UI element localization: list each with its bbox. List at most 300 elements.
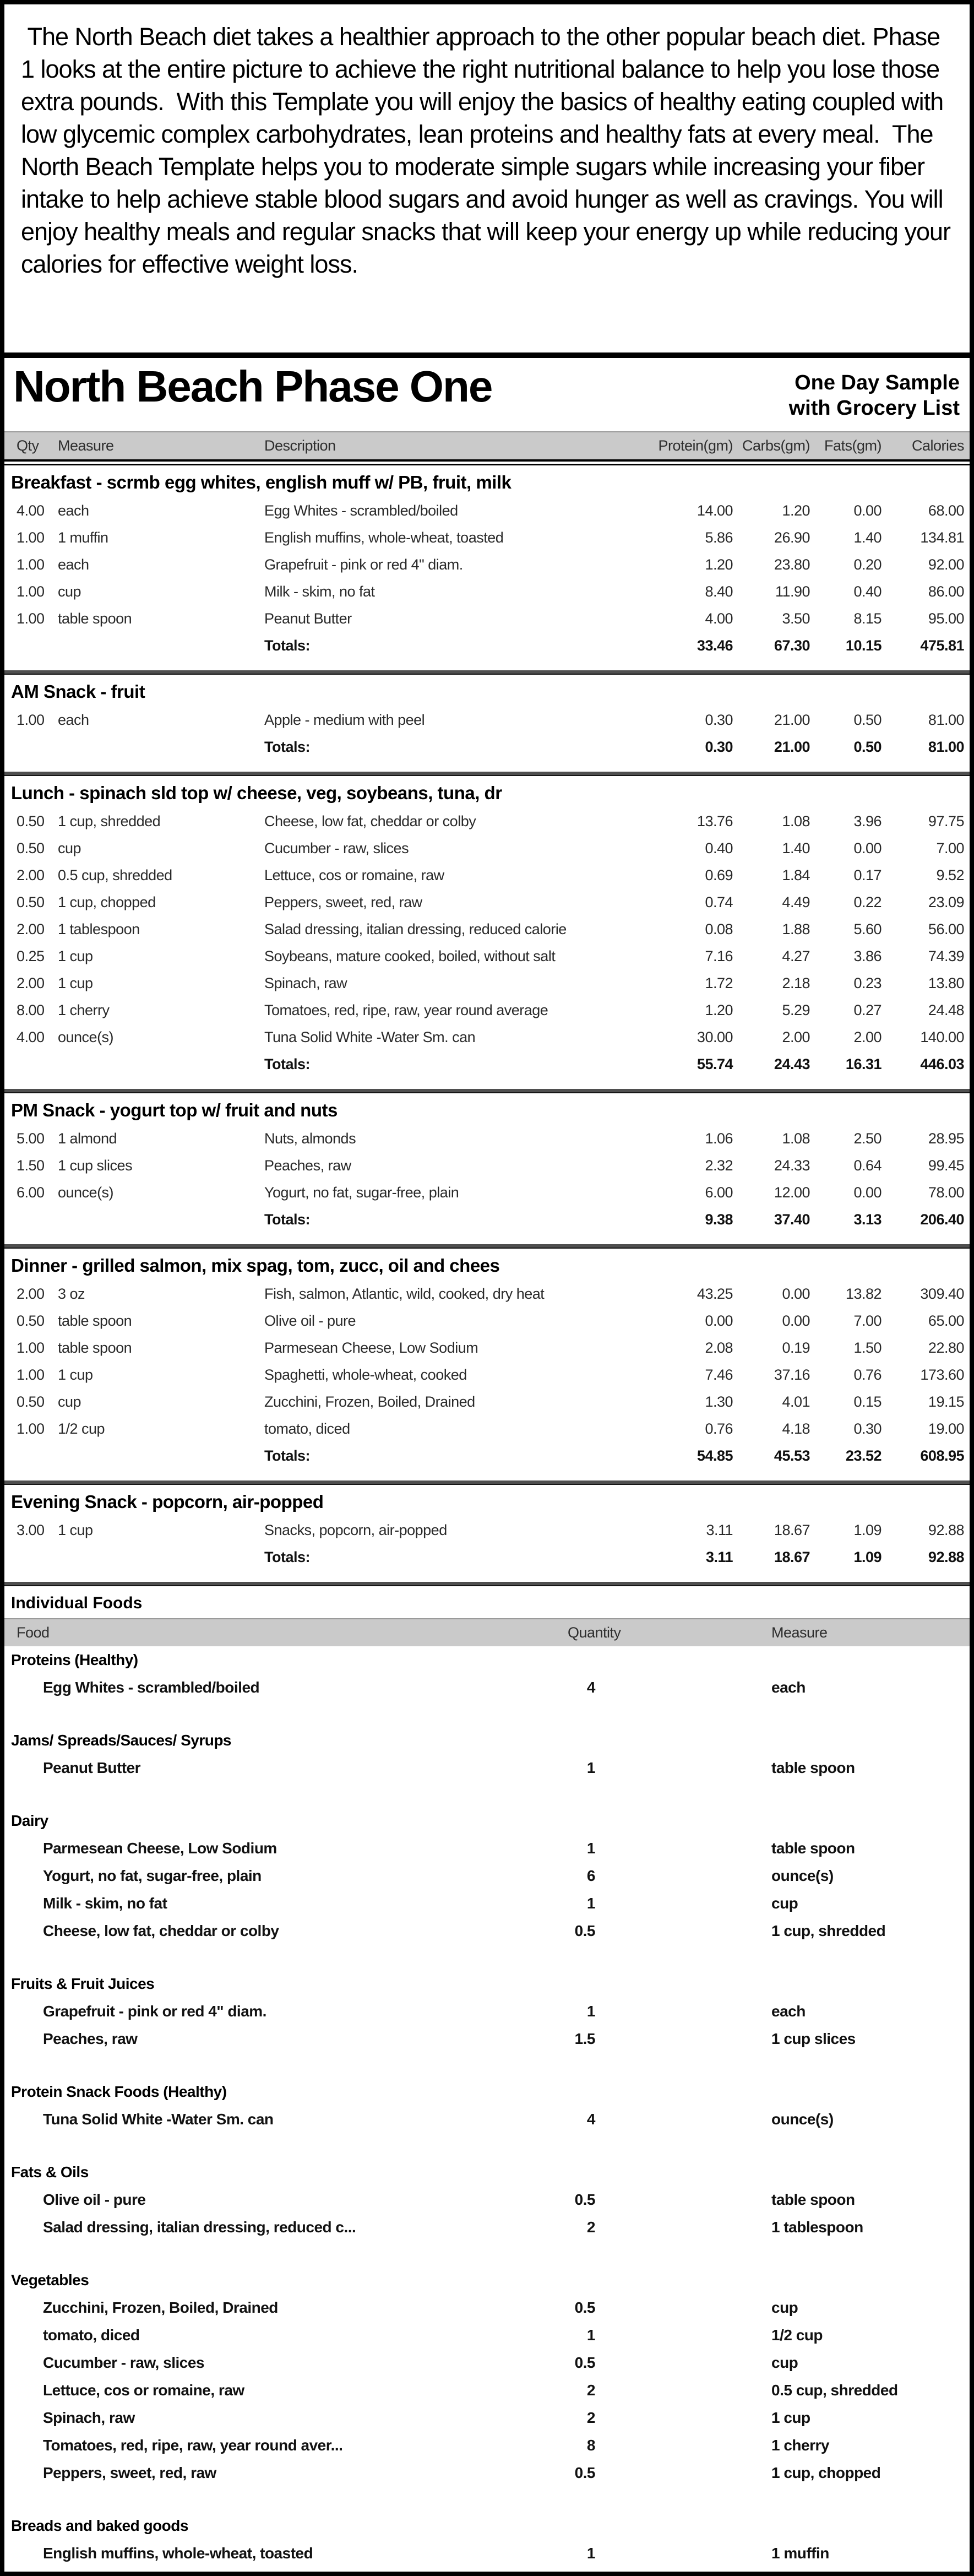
protein-cell: 0.40: [705, 839, 733, 856]
carbs-cell: 4.01: [782, 1393, 810, 1410]
carbs-cell: 26.90: [774, 529, 810, 546]
food-cell: Salad dressing, italian dressing, reduced c...: [43, 2218, 356, 2236]
fats-cell: 3.86: [853, 947, 882, 964]
fats-cell: 1.40: [853, 529, 882, 546]
description-cell: English muffins, whole-wheat, toasted: [264, 529, 504, 546]
measure-cell: cup: [771, 2353, 798, 2371]
qty-cell: 4.00: [17, 1028, 45, 1045]
section-separator: [4, 1089, 970, 1093]
grocery-item-row: [4, 2459, 970, 2487]
protein-cell: 2.08: [705, 1339, 733, 1356]
protein-cell: 1.30: [705, 1393, 733, 1410]
grocery-group: [4, 2266, 970, 2487]
title-row: [4, 358, 970, 431]
protein-cell: 5.86: [705, 529, 733, 546]
meal-row: [4, 997, 970, 1024]
protein-cell: 1.72: [705, 974, 733, 991]
meal-row: [4, 889, 970, 916]
measure-cell: 1 cup, shredded: [58, 812, 161, 829]
description-cell: Tomatoes, red, ripe, raw, year round average: [264, 1001, 548, 1018]
measure-cell: 1 cup slices: [58, 1157, 133, 1174]
qty-cell: 0.50: [17, 893, 45, 910]
meal-row: [4, 605, 970, 632]
quantity-cell: 1: [586, 1839, 595, 1857]
grocery-item-row: [4, 2186, 970, 2214]
fats-cell: 0.15: [853, 1393, 882, 1410]
protein-cell: 7.46: [705, 1366, 733, 1383]
qty-cell: 8.00: [17, 1001, 45, 1018]
fats-cell: 7.00: [853, 1312, 882, 1329]
measure-cell: 1 almond: [58, 1130, 117, 1147]
description-cell: Spaghetti, whole-wheat, cooked: [264, 1366, 467, 1383]
meal-section-header: Breakfast - scrmb egg whites, english muff w/ PB, fruit, milk: [11, 471, 512, 492]
measure-cell: 1 cup: [58, 974, 93, 991]
totals-label: Totals:: [264, 1211, 310, 1228]
grocery-group-header: Fruits & Fruit Juices: [11, 1975, 155, 1992]
food-cell: Parmesean Cheese, Low Sodium: [43, 1839, 277, 1857]
fats-cell: 3.96: [853, 812, 882, 829]
carbs-cell: 4.49: [782, 893, 810, 910]
meal-row: [4, 1416, 970, 1442]
col-description: Description: [264, 437, 336, 454]
measure-cell: ounce(s): [771, 1867, 834, 1884]
description-cell: Zucchini, Frozen, Boiled, Drained: [264, 1393, 475, 1410]
protein-cell: 8.40: [705, 583, 733, 600]
protein-cell: 1.06: [705, 1130, 733, 1147]
fats-cell: 2.00: [853, 1028, 882, 1045]
measure-cell: 1 cherry: [771, 2436, 829, 2454]
col-quantity: Quantity: [568, 1624, 621, 1641]
protein-cell: 30.00: [697, 1028, 733, 1045]
grocery-item-row: [4, 2294, 970, 2322]
carbs-cell: 0.00: [782, 1312, 810, 1329]
qty-cell: 1.00: [17, 529, 45, 546]
protein-cell: 7.16: [705, 947, 733, 964]
protein-cell: 1.20: [705, 556, 733, 573]
measure-cell: 1/2 cup: [771, 2326, 823, 2344]
carbs-total: 45.53: [774, 1447, 810, 1464]
qty-cell: 1.00: [17, 556, 45, 573]
grocery-item-row: [4, 2432, 970, 2459]
meal-section-header: PM Snack - yogurt top w/ fruit and nuts: [11, 1099, 338, 1120]
fats-cell: 1.50: [853, 1339, 882, 1356]
measure-cell: ounce(s): [58, 1028, 114, 1045]
meal-section-header: Evening Snack - popcorn, air-popped: [11, 1491, 324, 1512]
measure-cell: 0.5 cup, shredded: [771, 2381, 898, 2399]
carbs-cell: 0.00: [782, 1285, 810, 1302]
grocery-item-row: [4, 1835, 970, 1862]
protein-cell: 0.08: [705, 920, 733, 937]
measure-cell: 3 oz: [58, 1285, 85, 1302]
measure-cell: ounce(s): [771, 2110, 834, 2128]
carbs-total: 24.43: [774, 1055, 810, 1072]
grocery-item-row: [4, 1862, 970, 1890]
meal-row: [4, 1024, 970, 1051]
calories-total: 92.88: [928, 1548, 964, 1565]
description-cell: Salad dressing, italian dressing, reduced calorie: [264, 920, 567, 937]
qty-cell: 2.00: [17, 974, 45, 991]
meal-section-header: AM Snack - fruit: [11, 681, 145, 702]
totals-row: [4, 632, 970, 659]
description-cell: Peppers, sweet, red, raw: [264, 893, 422, 910]
quantity-cell: 1: [586, 1894, 595, 1912]
calories-cell: 9.52: [936, 866, 964, 883]
col-food: Food: [17, 1624, 50, 1641]
calories-cell: 99.45: [928, 1157, 964, 1174]
fats-cell: 5.60: [853, 920, 882, 937]
header-double-line: [4, 459, 970, 465]
calories-cell: 22.80: [928, 1339, 964, 1356]
grocery-groups: [4, 1646, 970, 2567]
meal-row: [4, 1389, 970, 1416]
grocery-item-row: [4, 2377, 970, 2404]
qty-cell: 6.00: [17, 1184, 45, 1201]
food-cell: Spinach, raw: [43, 2409, 135, 2426]
measure-cell: 1 cherry: [58, 1001, 110, 1018]
protein-cell: 0.69: [705, 866, 733, 883]
quantity-cell: 2: [586, 2381, 595, 2399]
totals-label: Totals:: [264, 738, 310, 755]
fats-total: 0.50: [853, 738, 882, 755]
fats-cell: 0.00: [853, 502, 882, 519]
quantity-cell: 0.5: [574, 2190, 595, 2208]
carbs-cell: 1.88: [782, 920, 810, 937]
fats-cell: 0.27: [853, 1001, 882, 1018]
protein-total: 3.11: [705, 1548, 733, 1565]
quantity-cell: 0.5: [574, 2353, 595, 2371]
food-cell: Yogurt, no fat, sugar-free, plain: [43, 1867, 262, 1884]
carbs-cell: 12.00: [774, 1184, 810, 1201]
description-cell: Grapefruit - pink or red 4" diam.: [264, 556, 463, 573]
fats-cell: 0.64: [853, 1157, 882, 1174]
meal-row: [4, 578, 970, 605]
protein-total: 33.46: [697, 637, 733, 654]
title-divider: [4, 352, 970, 358]
col-qty: Qty: [17, 437, 39, 454]
grocery-group-header: Proteins (Healthy): [11, 1651, 138, 1668]
calories-total: 446.03: [920, 1055, 964, 1072]
meal-row: [4, 808, 970, 835]
totals-label: Totals:: [264, 1447, 310, 1464]
calories-total: 475.81: [920, 637, 964, 654]
measure-cell: each: [58, 556, 89, 573]
page-title: North Beach Phase One: [13, 362, 492, 411]
calories-total: 81.00: [928, 738, 964, 755]
description-cell: Fish, salmon, Atlantic, wild, cooked, dry heat: [264, 1285, 545, 1302]
measure-cell: 1 cup: [58, 947, 93, 964]
protein-cell: 0.74: [705, 893, 733, 910]
carbs-cell: 4.18: [782, 1420, 810, 1437]
grocery-group: [4, 2512, 970, 2567]
protein-cell: 0.00: [705, 1312, 733, 1329]
measure-cell: each: [771, 2002, 806, 2020]
meal-section-header: Dinner - grilled salmon, mix spag, tom, zucc, oil and chees: [11, 1255, 500, 1276]
qty-cell: 1.00: [17, 1339, 45, 1356]
totals-row: [4, 1051, 970, 1078]
fats-total: 1.09: [853, 1548, 882, 1565]
calories-cell: 78.00: [928, 1184, 964, 1201]
meal-row: [4, 1125, 970, 1152]
description-cell: Yogurt, no fat, sugar-free, plain: [264, 1184, 459, 1201]
measure-cell: table spoon: [58, 1339, 132, 1356]
fats-cell: 0.30: [853, 1420, 882, 1437]
carbs-cell: 1.08: [782, 1130, 810, 1147]
calories-cell: 92.88: [928, 1521, 964, 1538]
fats-cell: 0.23: [853, 974, 882, 991]
measure-cell: table spoon: [771, 1839, 855, 1857]
carbs-cell: 23.80: [774, 556, 810, 573]
qty-cell: 1.00: [17, 610, 45, 627]
grocery-item-row: [4, 2025, 970, 2053]
col-protein: Protein(gm): [658, 437, 733, 454]
grocery-column-header: [4, 1618, 970, 1646]
description-cell: Soybeans, mature cooked, boiled, without salt: [264, 947, 556, 964]
subtitle-line-2: with Grocery List: [788, 397, 960, 420]
calories-cell: 86.00: [928, 583, 964, 600]
meal-row: [4, 835, 970, 862]
carbs-cell: 2.00: [782, 1028, 810, 1045]
totals-label: Totals:: [264, 1548, 310, 1565]
measure-cell: each: [58, 502, 89, 519]
grocery-group: [4, 1970, 970, 2053]
carbs-cell: 4.27: [782, 947, 810, 964]
description-cell: Cheese, low fat, cheddar or colby: [264, 812, 476, 829]
grocery-group: [4, 2159, 970, 2241]
quantity-cell: 1: [586, 2326, 595, 2344]
col-measure: Measure: [58, 437, 114, 454]
measure-cell: 1 cup slices: [771, 2030, 856, 2047]
carbs-total: 37.40: [774, 1211, 810, 1228]
qty-cell: 1.50: [17, 1157, 45, 1174]
measure-cell: each: [58, 711, 89, 728]
col-carbs: Carbs(gm): [742, 437, 810, 454]
carbs-cell: 0.19: [782, 1339, 810, 1356]
measure-cell: 1 cup, chopped: [58, 893, 156, 910]
meal-row: [4, 1179, 970, 1206]
carbs-cell: 3.50: [782, 610, 810, 627]
calories-cell: 173.60: [920, 1366, 964, 1383]
calories-cell: 13.80: [928, 974, 964, 991]
section-separator: [4, 670, 970, 675]
measure-cell: 1 cup: [58, 1521, 93, 1538]
protein-cell: 2.32: [705, 1157, 733, 1174]
measure-cell: cup: [771, 1894, 798, 1912]
col-calories: Calories: [911, 437, 964, 454]
measure-cell: cup: [771, 2298, 798, 2316]
protein-total: 54.85: [697, 1447, 733, 1464]
description-cell: Olive oil - pure: [264, 1312, 356, 1329]
carbs-cell: 21.00: [774, 711, 810, 728]
subtitle-line-1: One Day Sample: [795, 371, 960, 394]
protein-cell: 3.11: [706, 1521, 733, 1538]
carbs-cell: 1.08: [782, 812, 810, 829]
measure-cell: cup: [58, 839, 81, 856]
qty-cell: 1.00: [17, 583, 45, 600]
qty-cell: 3.00: [17, 1521, 45, 1538]
fats-cell: 13.82: [845, 1285, 882, 1302]
calories-cell: 309.40: [920, 1285, 964, 1302]
quantity-cell: 0.5: [574, 2298, 595, 2316]
qty-cell: 0.25: [17, 947, 45, 964]
protein-total: 55.74: [697, 1055, 733, 1072]
totals-row: [4, 1442, 970, 1469]
meal-row: [4, 524, 970, 551]
qty-cell: 1.00: [17, 1420, 45, 1437]
carbs-cell: 1.40: [782, 839, 810, 856]
protein-total: 9.38: [705, 1211, 733, 1228]
measure-cell: 1 cup, shredded: [771, 1922, 886, 1939]
fats-total: 23.52: [845, 1447, 882, 1464]
meal-table-column-header: [4, 431, 970, 459]
description-cell: Peanut Butter: [264, 610, 352, 627]
totals-label: Totals:: [264, 1055, 310, 1072]
measure-cell: ounce(s): [58, 1184, 114, 1201]
col-measure: Measure: [771, 1624, 828, 1641]
calories-cell: 19.15: [928, 1393, 964, 1410]
meal-row: [4, 707, 970, 734]
carbs-cell: 2.18: [782, 974, 810, 991]
food-cell: tomato, diced: [43, 2326, 140, 2344]
measure-cell: 1 muffin: [58, 529, 108, 546]
fats-cell: 8.15: [853, 610, 882, 627]
calories-cell: 97.75: [928, 812, 964, 829]
grocery-group: [4, 1646, 970, 1701]
qty-cell: 0.50: [17, 1393, 45, 1410]
measure-cell: 1 cup: [58, 1366, 93, 1383]
calories-cell: 56.00: [928, 920, 964, 937]
carbs-cell: 5.29: [782, 1001, 810, 1018]
food-cell: Egg Whites - scrambled/boiled: [43, 1678, 260, 1696]
measure-cell: cup: [58, 1393, 81, 1410]
measure-cell: 1/2 cup: [58, 1420, 105, 1437]
grocery-item-row: [4, 1674, 970, 1701]
protein-cell: 43.25: [697, 1285, 733, 1302]
quantity-cell: 0.5: [574, 1922, 595, 1939]
description-cell: Peaches, raw: [264, 1157, 351, 1174]
food-cell: Peanut Butter: [43, 1759, 141, 1776]
page-subtitle: [789, 364, 960, 421]
description-cell: Cucumber - raw, slices: [264, 839, 409, 856]
bottom-padding: [4, 2567, 970, 2572]
section-separator: [4, 1480, 970, 1485]
totals-label: Totals:: [264, 637, 310, 654]
calories-cell: 95.00: [928, 610, 964, 627]
quantity-cell: 2: [586, 2218, 595, 2236]
description-cell: Egg Whites - scrambled/boiled: [264, 502, 458, 519]
quantity-cell: 1: [586, 2544, 595, 2562]
food-cell: Peaches, raw: [43, 2030, 138, 2047]
quantity-cell: 4: [586, 2110, 595, 2128]
grocery-group-header: Protein Snack Foods (Healthy): [11, 2083, 227, 2100]
fats-cell: 0.50: [853, 711, 882, 728]
grocery-item-row: [4, 1754, 970, 1782]
meal-section-header: Lunch - spinach sld top w/ cheese, veg, soybeans, tuna, dr: [11, 782, 502, 803]
grocery-item-row: [4, 2540, 970, 2567]
protein-cell: 0.76: [705, 1420, 733, 1437]
calories-cell: 24.48: [928, 1001, 964, 1018]
grocery-item-row: [4, 2349, 970, 2377]
qty-cell: 5.00: [17, 1130, 45, 1147]
calories-cell: 19.00: [928, 1420, 964, 1437]
quantity-cell: 8: [586, 2436, 595, 2454]
carbs-total: 21.00: [774, 738, 810, 755]
protein-cell: 1.20: [705, 1001, 733, 1018]
protein-cell: 14.00: [697, 502, 733, 519]
grocery-group-header: Dairy: [11, 1812, 48, 1829]
measure-cell: 0.5 cup, shredded: [58, 866, 172, 883]
fats-cell: 0.20: [853, 556, 882, 573]
description-cell: Tuna Solid White -Water Sm. can: [264, 1028, 476, 1045]
protein-cell: 0.30: [705, 711, 733, 728]
meal-row: [4, 1152, 970, 1179]
calories-cell: 23.09: [928, 893, 964, 910]
meal-row: [4, 916, 970, 943]
fats-total: 10.15: [845, 637, 882, 654]
calories-cell: 74.39: [928, 947, 964, 964]
food-cell: Grapefruit - pink or red 4" diam.: [43, 2002, 266, 2020]
description-cell: Nuts, almonds: [264, 1130, 356, 1147]
qty-cell: 2.00: [17, 866, 45, 883]
description-cell: Snacks, popcorn, air-popped: [264, 1521, 447, 1538]
carbs-cell: 24.33: [774, 1157, 810, 1174]
calories-cell: 140.00: [920, 1028, 964, 1045]
description-cell: Lettuce, cos or romaine, raw: [264, 866, 444, 883]
grocery-item-row: [4, 1917, 970, 1945]
meal-row: [4, 497, 970, 524]
calories-total: 608.95: [920, 1447, 964, 1464]
carbs-total: 18.67: [774, 1548, 810, 1565]
protein-cell: 6.00: [705, 1184, 733, 1201]
qty-cell: 1.00: [17, 711, 45, 728]
quantity-cell: 4: [586, 1678, 595, 1696]
carbs-total: 67.30: [774, 637, 810, 654]
meal-row: [4, 551, 970, 578]
measure-cell: table spoon: [771, 1759, 855, 1776]
qty-cell: 0.50: [17, 1312, 45, 1329]
fats-total: 3.13: [853, 1211, 882, 1228]
section-separator: [4, 1582, 970, 1586]
meal-row: [4, 862, 970, 889]
fats-cell: 0.76: [853, 1366, 882, 1383]
food-cell: Milk - skim, no fat: [43, 1894, 167, 1912]
fats-cell: 2.50: [853, 1130, 882, 1147]
calories-cell: 7.00: [936, 839, 964, 856]
protein-total: 0.30: [705, 738, 733, 755]
col-fats: Fats(gm): [824, 437, 882, 454]
carbs-cell: 1.20: [782, 502, 810, 519]
calories-cell: 134.81: [920, 529, 964, 546]
carbs-cell: 1.84: [782, 866, 810, 883]
meal-row: [4, 1335, 970, 1362]
grocery-item-row: [4, 1890, 970, 1917]
food-cell: Tomatoes, red, ripe, raw, year round aver...: [43, 2436, 343, 2454]
quantity-cell: 1: [586, 2002, 595, 2020]
food-cell: Peppers, sweet, red, raw: [43, 2464, 216, 2481]
food-cell: Zucchini, Frozen, Boiled, Drained: [43, 2298, 278, 2316]
calories-cell: 68.00: [928, 502, 964, 519]
measure-cell: table spoon: [58, 610, 132, 627]
grocery-group-header: Fats & Oils: [11, 2163, 89, 2181]
quantity-cell: 1.5: [574, 2030, 595, 2047]
fats-cell: 1.09: [853, 1521, 882, 1538]
measure-cell: cup: [58, 583, 81, 600]
grocery-item-row: [4, 2214, 970, 2241]
measure-cell: each: [771, 1678, 806, 1696]
quantity-cell: 1: [586, 1759, 595, 1776]
fats-cell: 0.17: [853, 866, 882, 883]
measure-cell: 1 tablespoon: [58, 920, 140, 937]
food-cell: Lettuce, cos or romaine, raw: [43, 2381, 244, 2399]
